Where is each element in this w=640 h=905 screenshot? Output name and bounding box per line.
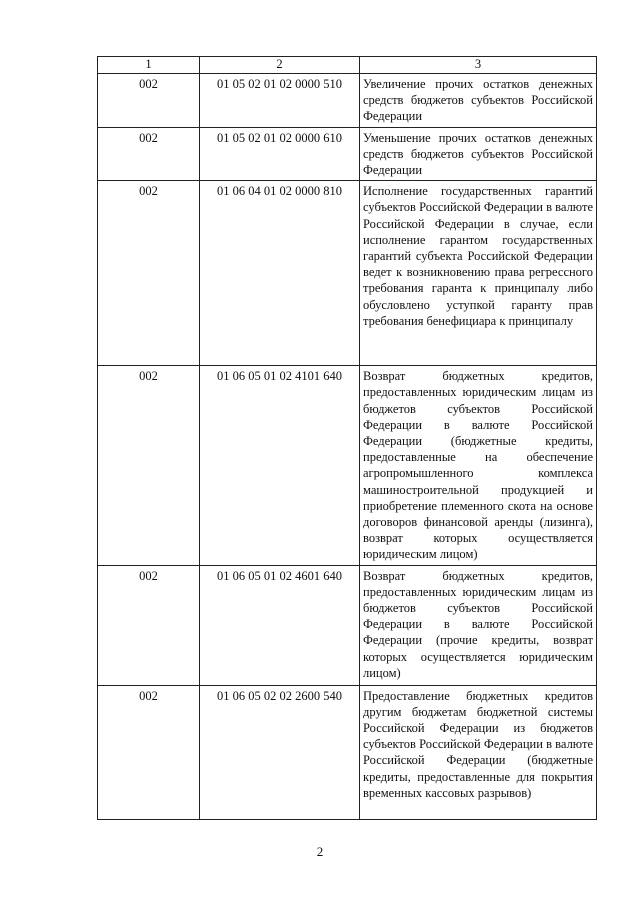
admin-code-cell: 002 xyxy=(98,181,200,366)
description-cell: Исполнение государственных гарантий субъектов Российской Федерации в валюте Российской Федерации в случае, если исполнение гарантом государственных гарантий субъекта Российской Федерации ведет к возникновению права регрессного требования гаранта к принципалу либо обусловлено уступкой гаранту прав требования бенефициара к принципалу xyxy=(360,181,597,366)
column-header-1: 1 xyxy=(98,57,200,74)
description-cell: Возврат бюджетных кредитов, предоставленных юридическим лицам из бюджетов субъектов Российской Федерации в валюте Российской Федерации (бюджетные кредиты, предоставленные на обеспечение агропромышленного комплекса машиностроительной продукцией и приобретение племенного скота на основе договоров финансовой аренды (лизинга), возврат которых осуществляется юридическим лицом) xyxy=(360,366,597,565)
budget-codes-table xyxy=(97,56,597,820)
admin-code-cell: 002 xyxy=(98,565,200,685)
description-cell: Возврат бюджетных кредитов, предоставленных юридическим лицам из бюджетов субъектов Российской Федерации в валюте Российской Федерации (прочие кредиты, возврат которых осуществляется юридическим лицом) xyxy=(360,565,597,685)
admin-code-cell: 002 xyxy=(98,366,200,565)
description-cell: Увеличение прочих остатков денежных средств бюджетов субъектов Российской Федерации xyxy=(360,74,597,128)
description-cell: Уменьшение прочих остатков денежных средств бюджетов субъектов Российской Федерации xyxy=(360,127,597,181)
classification-code-cell: 01 06 04 01 02 0000 810 xyxy=(200,181,360,366)
table-row xyxy=(98,366,597,565)
admin-code-cell: 002 xyxy=(98,685,200,819)
column-header-2: 2 xyxy=(200,57,360,74)
classification-code-cell: 01 06 05 02 02 2600 540 xyxy=(200,685,360,819)
table-row xyxy=(98,74,597,128)
admin-code-cell: 002 xyxy=(98,74,200,128)
table-header-row xyxy=(98,57,597,74)
description-cell: Предоставление бюджетных кредитов другим бюджетам бюджетной системы Российской Федерации из бюджетов субъектов Российской Федерации в валюте Российской Федерации (бюджетные кредиты, предоставленные для покрытия временных кассовых разрывов) xyxy=(360,685,597,819)
classification-code-cell: 01 06 05 01 02 4601 640 xyxy=(200,565,360,685)
classification-code-cell: 01 05 02 01 02 0000 610 xyxy=(200,127,360,181)
table-row xyxy=(98,127,597,181)
column-header-3: 3 xyxy=(360,57,597,74)
table-row xyxy=(98,565,597,685)
page-number: 2 xyxy=(316,844,324,859)
classification-code-cell: 01 05 02 01 02 0000 510 xyxy=(200,74,360,128)
table-row xyxy=(98,685,597,819)
classification-code-cell: 01 06 05 01 02 4101 640 xyxy=(200,366,360,565)
admin-code-cell: 002 xyxy=(98,127,200,181)
table-row xyxy=(98,181,597,366)
